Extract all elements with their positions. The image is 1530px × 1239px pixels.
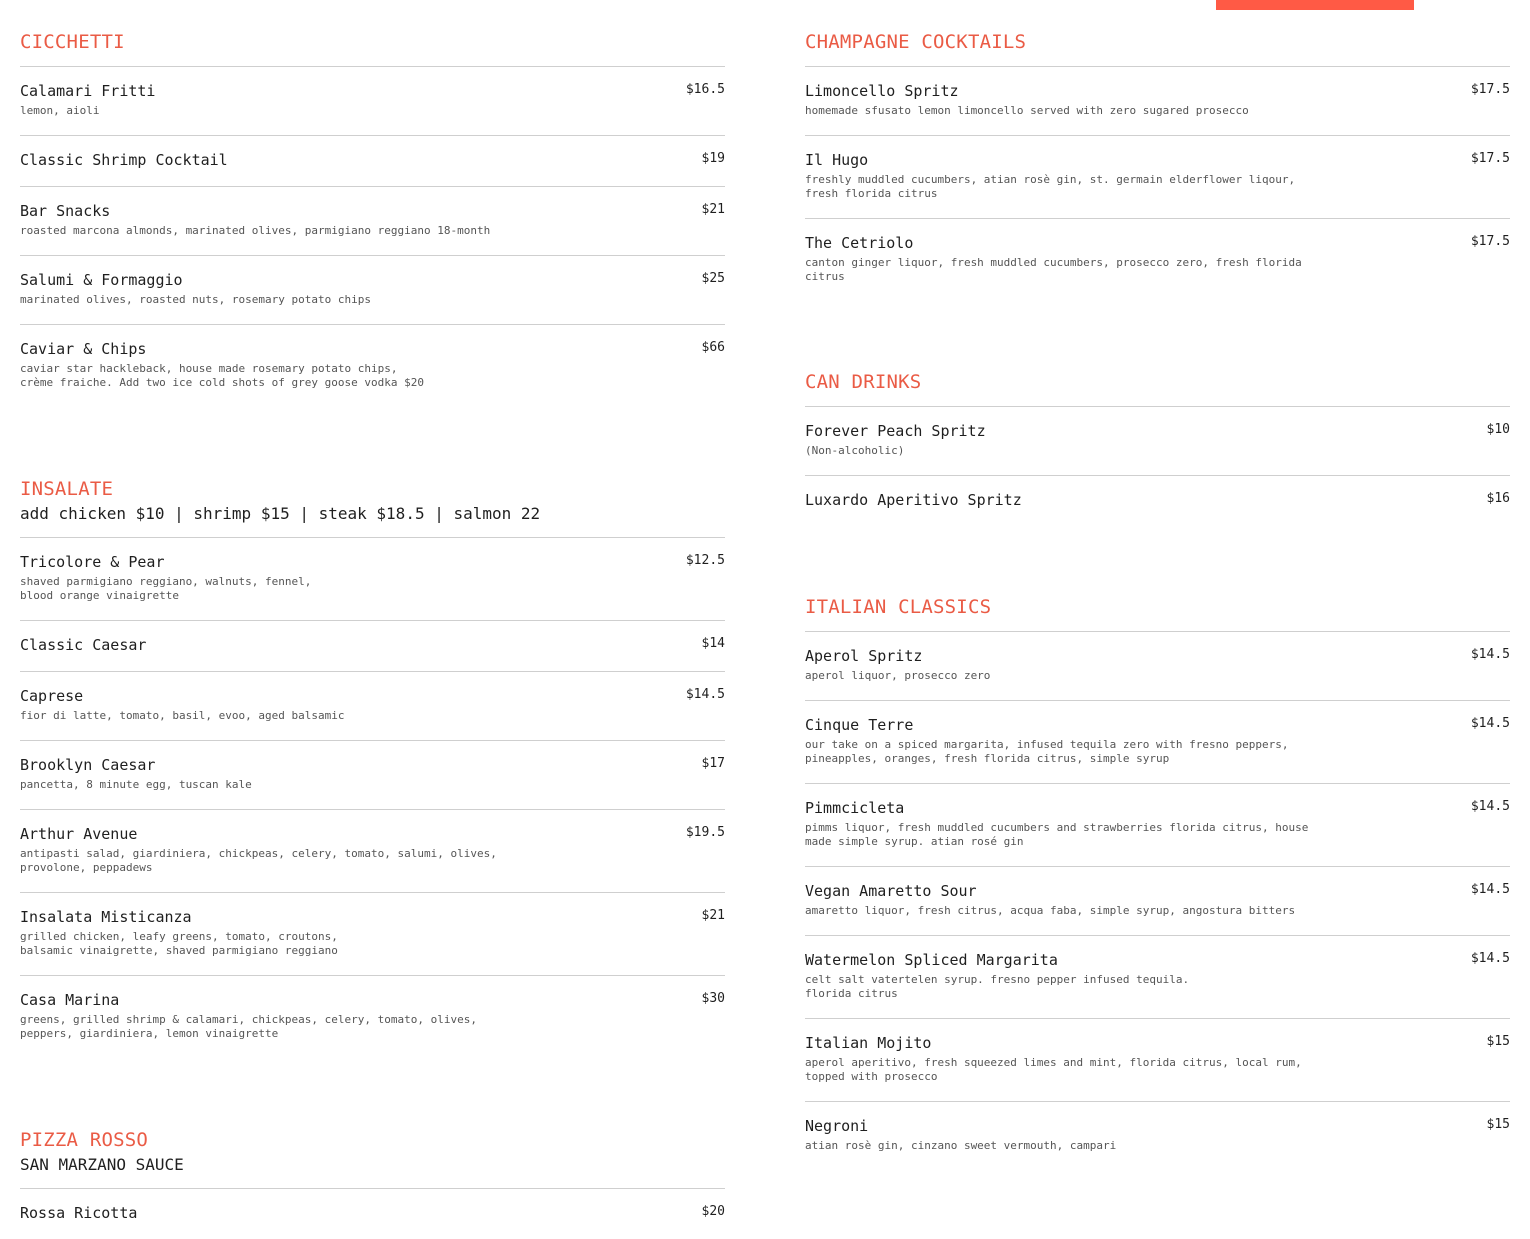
menu-item-price: $14.5	[1470, 799, 1510, 814]
menu-item-name: Pimmcicleta	[805, 799, 905, 817]
menu-item-aperol-spritz	[805, 632, 1510, 701]
menu-item-classic-caesar	[20, 621, 725, 672]
menu-item-description: pancetta, 8 minute egg, tuscan kale	[20, 778, 252, 791]
menu-item-price: $10	[1486, 422, 1510, 437]
section-title: CICCHETTI	[20, 31, 125, 53]
menu-item-bar-snacks	[20, 187, 725, 256]
menu-item-name: Negroni	[805, 1117, 869, 1135]
menu-item-luxardo-aperitivo-spritz	[805, 476, 1510, 526]
menu-item-name: The Cetriolo	[805, 234, 914, 252]
menu-item-description: homemade sfusato lemon limoncello served with zero sugared prosecco	[805, 104, 1249, 117]
section-title: CHAMPAGNE COCKTAILS	[805, 31, 1027, 53]
menu-item-description: amaretto liquor, fresh citrus, acqua faba, simple syrup, angostura bitters	[805, 904, 1296, 917]
menu-item-calamari-fritti	[20, 67, 725, 136]
section-title: PIZZA ROSSO	[20, 1129, 149, 1151]
menu-item-caprese	[20, 672, 725, 741]
section-title: INSALATE	[20, 478, 114, 500]
menu-item-italian-mojito	[805, 1019, 1510, 1102]
menu-item-description: marinated olives, roasted nuts, rosemary potato chips	[20, 293, 371, 306]
menu-item-arthur-avenue	[20, 810, 725, 893]
menu-item-name: Brooklyn Caesar	[20, 756, 156, 774]
menu-item-name: Il Hugo	[805, 151, 869, 169]
menu-item-name: Vegan Amaretto Sour	[805, 882, 977, 900]
menu-item-price: $19	[701, 151, 725, 166]
menu-item-description: atian rosè gin, cinzano sweet vermouth, campari	[805, 1139, 1117, 1152]
menu-item-price: $12.5	[685, 553, 725, 568]
menu-item-name: Watermelon Spliced Margarita	[805, 951, 1058, 969]
menu-item-name: Calamari Fritti	[20, 82, 156, 100]
menu-item-name: Bar Snacks	[20, 202, 111, 220]
section-cicchetti	[20, 30, 725, 407]
menu-item-description: our take on a spiced margarita, infused tequila zero with fresno peppers, pineapples, oranges, fresh florida citrus, simple syrup	[805, 738, 1289, 765]
menu-item-price: $21	[701, 908, 725, 923]
menu-item-name: Salumi & Formaggio	[20, 271, 183, 289]
section-spacer	[805, 526, 1510, 595]
menu-item-cinque-terre	[805, 701, 1510, 784]
section-title: CAN DRINKS	[805, 371, 922, 393]
section-champagne-cocktails	[805, 30, 1510, 301]
section-spacer	[20, 1058, 725, 1128]
menu-item-name: Rossa Ricotta	[20, 1204, 138, 1222]
menu-item-price: $25	[701, 271, 725, 286]
menu-item-price: $14.5	[1470, 716, 1510, 731]
menu-item-description: caviar star hackleback, house made rosemary potato chips, crème fraiche. Add two ice cold shots of grey goose vodka $20	[20, 362, 424, 389]
menu-item-description: pimms liquor, fresh muddled cucumbers and strawberries florida citrus, house made simple syrup. atian rosé gin	[805, 821, 1309, 848]
menu-item-description: freshly muddled cucumbers, atian rosè gin, st. germain elderflower liqour, fresh florida citrus	[805, 173, 1296, 200]
menu-item-description: shaved parmigiano reggiano, walnuts, fennel, blood orange vinaigrette	[20, 575, 312, 602]
menu-item-price: $14.5	[1470, 647, 1510, 662]
menu-item-price: $15	[1486, 1034, 1510, 1049]
menu-item-limoncello-spritz	[805, 67, 1510, 136]
menu-item-forever-peach-spritz	[805, 407, 1510, 476]
section-title: ITALIAN CLASSICS	[805, 596, 992, 618]
menu-item-price: $17.5	[1470, 151, 1510, 166]
menu-item-name: Limoncello Spritz	[805, 82, 959, 100]
menu-item-description: greens, grilled shrimp & calamari, chickpeas, celery, tomato, olives, peppers, giardiniera, lemon vinaigrette	[20, 1013, 477, 1040]
menu-item-description: celt salt vatertelen syrup. fresno pepper infused tequila. florida citrus	[805, 973, 1190, 1000]
menu-item-watermelon-spliced-margarita	[805, 936, 1510, 1019]
section-can-drinks	[805, 370, 1510, 526]
menu-item-pimmcicleta	[805, 784, 1510, 867]
section-spacer	[20, 407, 725, 477]
menu-item-name: Cinque Terre	[805, 716, 914, 734]
right-menu-column	[805, 30, 1510, 1170]
menu-item-name: Forever Peach Spritz	[805, 422, 986, 440]
menu-item-price: $15	[1486, 1117, 1510, 1132]
menu-item-name: Italian Mojito	[805, 1034, 932, 1052]
menu-item-name: Tricolore & Pear	[20, 553, 165, 571]
menu-item-casa-marina	[20, 976, 725, 1058]
menu-item-description: grilled chicken, leafy greens, tomato, croutons, balsamic vinaigrette, shaved parmigiano reggiano	[20, 930, 338, 957]
section-italian-classics	[805, 595, 1510, 1170]
menu-item-name: Casa Marina	[20, 991, 120, 1009]
menu-item-price: $14.5	[685, 687, 725, 702]
section-spacer	[805, 301, 1510, 370]
menu-item-brooklyn-caesar	[20, 741, 725, 810]
top-tab-indicator[interactable]	[1216, 0, 1414, 10]
menu-item-name: Aperol Spritz	[805, 647, 923, 665]
menu-item-price: $16	[1486, 491, 1510, 506]
menu-item-name: Arthur Avenue	[20, 825, 138, 843]
menu-item-description: aperol aperitivo, fresh squeezed limes and mint, florida citrus, local rum, topped with prosecco	[805, 1056, 1302, 1083]
menu-item-price: $17.5	[1470, 82, 1510, 97]
menu-item-description: fior di latte, tomato, basil, evoo, aged balsamic	[20, 709, 345, 722]
menu-item-name: Luxardo Aperitivo Spritz	[805, 491, 1022, 509]
menu-item-rossa-ricotta	[20, 1189, 725, 1239]
menu-item-name: Caviar & Chips	[20, 340, 147, 358]
section-note: SAN MARZANO SAUCE	[20, 1155, 184, 1174]
menu-item-name: Classic Caesar	[20, 636, 147, 654]
menu-item-vegan-amaretto-sour	[805, 867, 1510, 936]
menu-item-name: Caprese	[20, 687, 84, 705]
menu-item-price: $14.5	[1470, 882, 1510, 897]
menu-item-price: $21	[701, 202, 725, 217]
menu-item-price: $30	[701, 991, 725, 1006]
menu-item-il-hugo	[805, 136, 1510, 219]
menu-item-description: antipasti salad, giardiniera, chickpeas, celery, tomato, salumi, olives, provolone, peppadews	[20, 847, 497, 874]
menu-item-price: $17.5	[1470, 234, 1510, 249]
menu-item-price: $19.5	[685, 825, 725, 840]
menu-item-description: lemon, aioli	[20, 104, 100, 117]
menu-item-price: $20	[701, 1204, 725, 1219]
menu-item-name: Classic Shrimp Cocktail	[20, 151, 228, 169]
section-note: add chicken $10 | shrimp $15 | steak $18.5 | salmon 22	[20, 504, 541, 523]
menu-item-description: aperol liquor, prosecco zero	[805, 669, 991, 682]
menu-item-price: $16.5	[685, 82, 725, 97]
section-insalate	[20, 477, 725, 1058]
menu-item-description: roasted marcona almonds, marinated olives, parmigiano reggiano 18-month	[20, 224, 491, 237]
menu-item-description: canton ginger liquor, fresh muddled cucumbers, prosecco zero, fresh florida citrus	[805, 256, 1302, 283]
menu-item-negroni	[805, 1102, 1510, 1170]
left-menu-column	[20, 30, 725, 1239]
menu-item-price: $66	[701, 340, 725, 355]
menu-item-name: Insalata Misticanza	[20, 908, 192, 926]
menu-item-description: (Non-alcoholic)	[805, 444, 905, 457]
menu-item-salumi-formaggio	[20, 256, 725, 325]
menu-item-caviar-chips	[20, 325, 725, 407]
menu-item-the-cetriolo	[805, 219, 1510, 301]
menu-item-price: $14	[701, 636, 725, 651]
menu-item-price: $17	[701, 756, 725, 771]
menu-item-insalata-misticanza	[20, 893, 725, 976]
section-pizza-rosso	[20, 1128, 725, 1239]
menu-item-classic-shrimp-cocktail	[20, 136, 725, 187]
menu-item-tricolore-pear	[20, 538, 725, 621]
menu-item-price: $14.5	[1470, 951, 1510, 966]
